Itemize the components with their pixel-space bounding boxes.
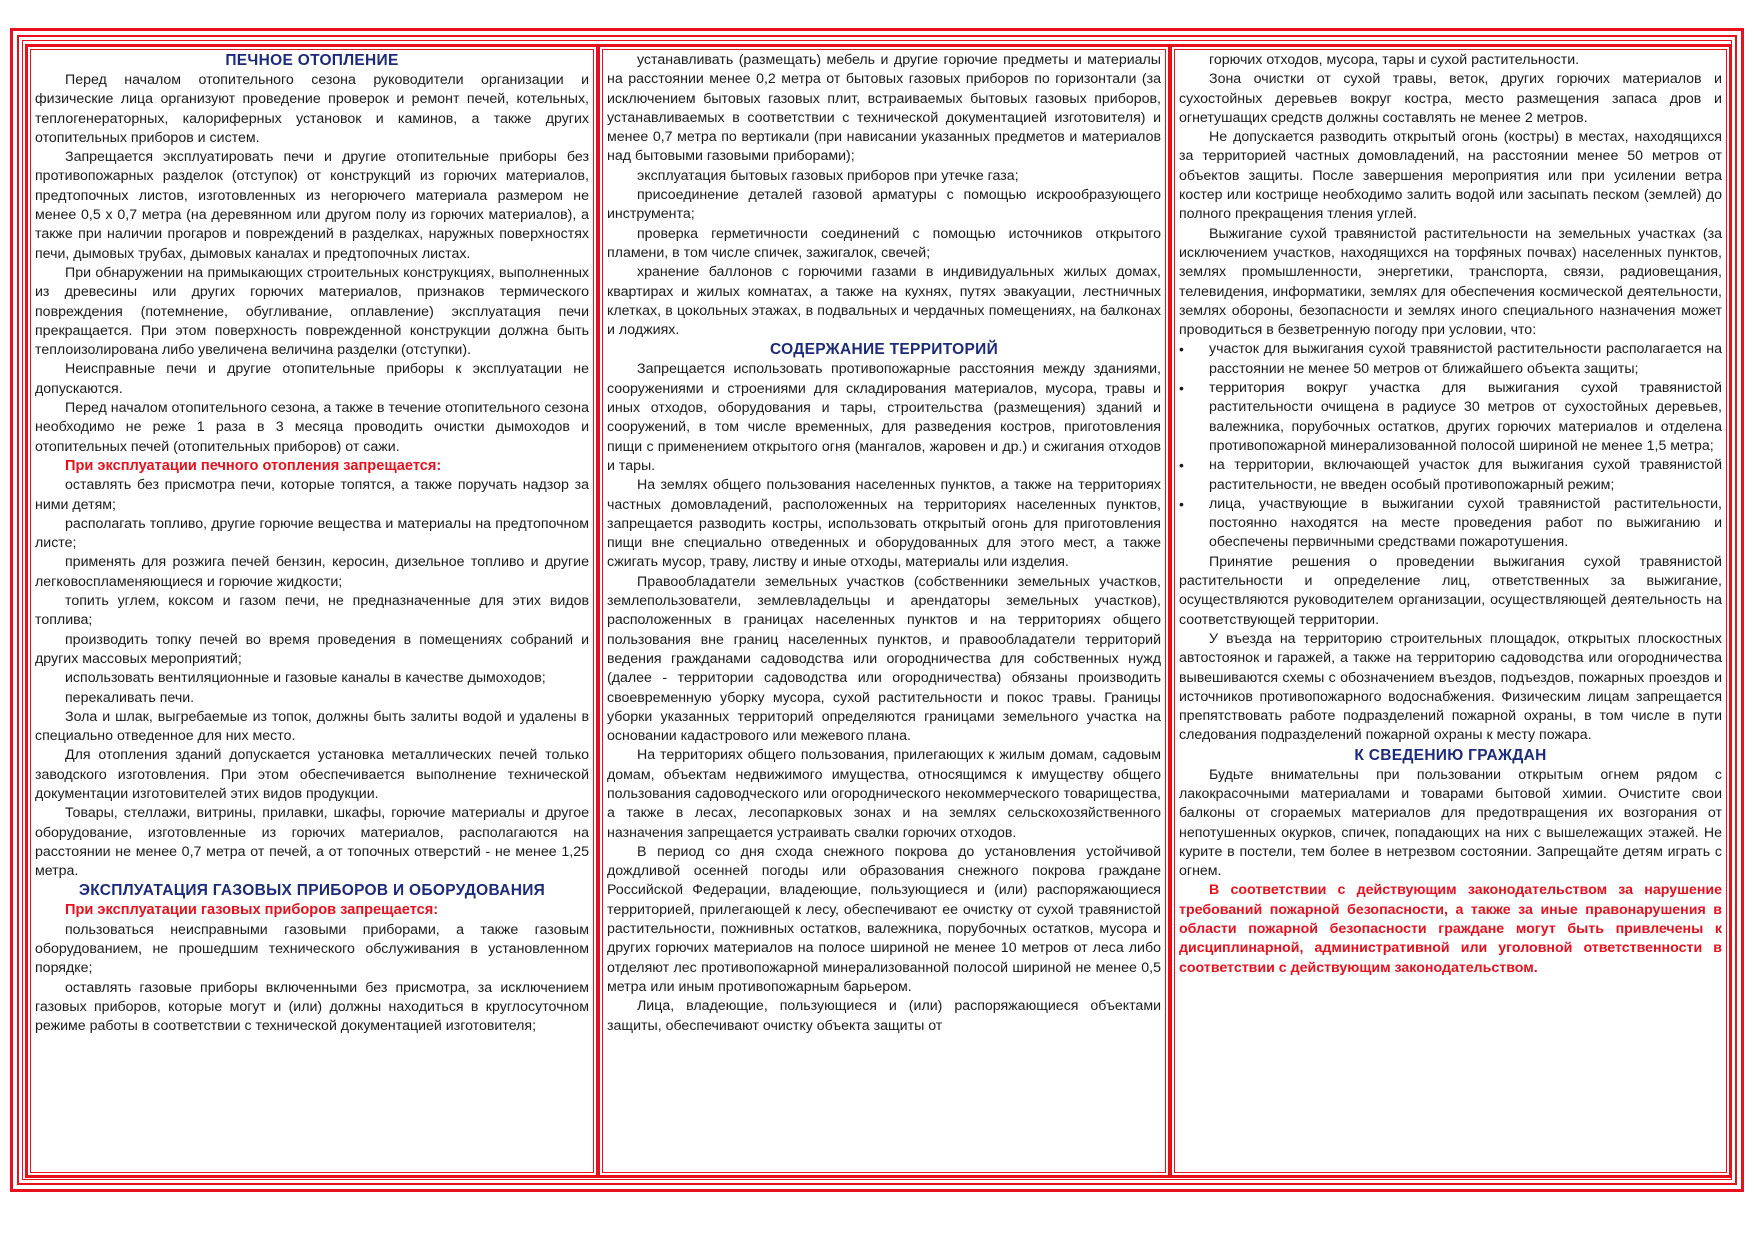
paragraph: оставлять газовые приборы включенными без присмотра, за исключением газовых приборов, которые могут и (или) должны находиться в круглосуточном режиме работы в соответствии с технической документацией изготовителя;: [35, 979, 589, 1035]
paragraph: Перед началом отопительного сезона руководители организации и физические лица организуют проведение проверок и ремонт печей, котельных, теплогенераторных, калориферных установок и каминов, а также других отопительных приборов и систем.: [35, 72, 589, 146]
paragraph: оставлять без присмотра печи, которые топятся, а также поручать надзор за ними детям;: [35, 477, 589, 513]
paragraph: Зона очистки от сухой травы, веток, других горючих материалов и сухостойных деревьев вокруг костра, место размещения запаса дров и огнетушащих средств должны составлять не менее 2 метров.: [1179, 71, 1722, 126]
burning-conditions-list: [1179, 340, 1722, 552]
section-title-citizens-notice: К СВЕДЕНИЮ ГРАЖДАН: [1354, 746, 1547, 764]
paragraph: При обнаружении на примыкающих строительных конструкциях, выполненных из древесины или других горючих материалов, признаков термического повреждения (потемнение, обугливание, оплавление) эксплуатация печи прекращается. При этом поверхность поврежденной конструкции должна быть теплоизолирована либо увеличена величина разделки (отступки).: [35, 264, 589, 359]
paragraph: Товары, стеллажи, витрины, прилавки, шкафы, горючие материалы и другое оборудование, изготовленные из горючих материалов, располагаются на расстоянии не менее 0,7 метра от печей, а от топочных отверстий - не менее 1,25 метра.: [35, 805, 589, 880]
section-title-gas-appliances: ЭКСПЛУАТАЦИЯ ГАЗОВЫХ ПРИБОРОВ И ОБОРУДОВАНИЯ: [78, 882, 546, 900]
paragraph: Будьте внимательны при пользовании открытым огнем рядом с лакокрасочными материалами и товарами бытовой химии. Очистите свои балконы от сгораемых материалов для предотвращения их возгорания от непотушенных окурков, спичек, попадающих на них с вышележащих этажей. Не курите в постели, тем более в нетрезвом состоянии. Запрещайте детям играть с огнем.: [1179, 766, 1722, 880]
leaflet-frame: [10, 28, 1744, 1192]
paragraph: У въезда на территорию строительных площадок, открытых плоскостных автостоянок и гаражей, а также на территорию садоводства или огородничества вывешиваются схемы с обозначением въездов, подъездов, пожарных проездов и источников противопожарного водоснабжения. Физическим лицам запрещается препятствовать работе подразделений пожарной охраны, в том числе в пути следования подразделений пожарной охраны к месту пожара.: [1179, 630, 1722, 744]
paragraph: топить углем, коксом и газом печи, не предназначенные для этих видов топлива;: [35, 593, 589, 629]
paragraph: располагать топливо, другие горючие вещества и материалы на предтопочном листе;: [35, 515, 589, 552]
paragraph: Не допускается разводить открытый огонь (костры) в местах, находящихся за территорией частных домовладений, на расстоянии менее 50 метров от объектов защиты. После завершения мероприятия или при усилении ветра костер или кострище необходимо залить водой или засыпать песком (землей) до полного прекращения тления углей.: [1179, 129, 1722, 223]
subheading-gas-prohibited: При эксплуатации газовых приборов запрещается:: [65, 902, 439, 919]
section-title-stove-heating: ПЕЧНОЕ ОТОПЛЕНИЕ: [225, 52, 399, 69]
paragraph: присоединение деталей газовой арматуры с помощью искрообразующего инструмента;: [607, 187, 1161, 223]
paragraph: перекаливать печи.: [65, 689, 195, 706]
paragraph: Зола и шлак, выгребаемые из топок, должны быть залиты водой и удалены в специально отведенное для них место.: [35, 708, 589, 745]
subheading-stove-prohibited: При эксплуатации печного отопления запрещается:: [65, 457, 442, 474]
paragraph: Принятие решения о проведении выжигания сухой травянистой растительности и определение лиц, ответственных за выжигание, осуществляются руководителем организации, осуществляющей деятельность на соответствующей территории.: [1179, 553, 1722, 628]
paragraph: горючих отходов, мусора, тары и сухой растительности.: [1209, 52, 1580, 68]
list-item: • участок для выжигания сухой травянистой растительности располагается на расстоянии не менее 50 метров от ближайшего объекта защиты;: [1209, 340, 1722, 379]
paragraph: Выжигание сухой травянистой растительности на земельных участках (за исключением участков, находящихся на торфяных почвах) населенных пунктов, землях промышленности, энергетики, транспорта, связи, радиовещания, телевидения, информатики, землях для обеспечения космической деятельности, землях обороны, безопасности и землях иного специального назначения может проводиться в безветренную погоду при условии, что:: [1179, 225, 1722, 339]
paragraph: Лица, владеющие, пользующиеся и (или) распоряжающиеся объектами защиты, обеспечивают очистку объекта защиты от: [607, 998, 1161, 1034]
paragraph: производить топку печей во время проведения в помещениях собраний и других массовых мероприятий;: [35, 631, 589, 667]
section-title-territory: СОДЕРЖАНИЕ ТЕРРИТОРИЙ: [769, 341, 999, 359]
list-item: • на территории, включающей участок для выжигания сухой травянистой растительности, не введен особый противопожарный режим;: [1209, 456, 1722, 495]
paragraph: проверка герметичности соединений с помощью источников открытого пламени, в том числе спичек, зажигалок, свечей;: [607, 225, 1161, 261]
paragraph: В период со дня схода снежного покрова до установления устойчивой дождливой осенней погоды или образования снежного покрова граждане Российской Федерации, владеющие, пользующиеся и (или) распоряжающиеся территорией, прилегающей к лесу, обеспечивают ее очистку от сухой травянистой растительности, пожнивных остатков, валежника, порубочных остатков, мусора и других горючих материалов на полосе шириной не менее 10 метров от леса либо отделяют лес противопожарной минерализованной полосой шириной не менее 0,5 метра или иным противопожарным барьером.: [607, 843, 1161, 995]
paragraph: пользоваться неисправными газовыми приборами, а также газовым оборудованием, не прошедшим технического обслуживания в установленном порядке;: [35, 921, 589, 977]
paragraph: использовать вентиляционные и газовые каналы в качестве дымоходов;: [65, 670, 546, 687]
paragraph: Правообладатели земельных участков (собственники земельных участков, землепользователи, землевладельцы и арендаторы земельных участков), расположенных в границах населенных пунктов и на территориях общего пользования вне границ населенных пунктов, и правообладатели территорий ведения гражданами садоводства или огородничества для собственных нужд (далее - территории садоводства или огородничества) обязаны производить своевременную уборку мусора, сухой растительности и покос травы. Границы уборки указанных территорий определяются границами земельного участка на основании кадастрового или межевого плана.: [607, 573, 1161, 745]
paragraph: применять для розжига печей бензин, керосин, дизельное топливо и другие легковоспламеняющиеся и горючие жидкости;: [35, 554, 589, 590]
paragraph: Неисправные печи и другие отопительные приборы к эксплуатации не допускаются.: [35, 361, 589, 397]
paragraph: На землях общего пользования населенных пунктов, а также на территориях частных домовладений, расположенных на территориях населенных пунктов, запрещается разводить костры, использовать открытый огонь для приготовления пищи вне специально отведенных и оборудованных для этого мест, а также сжигать мусор, траву, листву и иные отходы, материалы или изделия.: [607, 477, 1161, 571]
paragraph: Запрещается использовать противопожарные расстояния между зданиями, сооружениями и строениями для складирования материалов, мусора, травы и иных отходов, оборудования и тары, строительства (размещения) зданий и сооружений, в том числе временных, для разведения костров, приготовления пищи с применением открытого огня (мангалов, жаровен и др.) и сжигания отходов и тары.: [607, 361, 1161, 474]
paragraph: Для отопления зданий допускается установка металлических печей только заводского изготовления. При этом обеспечивается выполнение технической документации изготовителей этих видов продукции.: [35, 747, 589, 802]
column-right: [1169, 44, 1732, 1178]
paragraph: Запрещается эксплуатировать печи и другие отопительные приборы без противопожарных разделок (отступок) от конструкций из горючих материалов, предтопочных листов, изготовленных из негорючего материала размером не менее 0,5 х 0,7 метра (на деревянном или другом полу из горючих материалов), а также при наличии прогаров и повреждений в разделках, наружных поверхностях печи, дымовых трубах, дымовых каналах и предтопочных листах.: [35, 149, 589, 262]
paragraph: эксплуатация бытовых газовых приборов при утечке газа;: [637, 167, 1019, 184]
liability-warning: В соответствии с действующим законодательством за нарушение требований пожарной безопасности, а также за иные правонарушения в области пожарной безопасности граждане могут быть привлечены к дисциплинарной, административной или уголовной ответственности в соответствии с действующим законодательством.: [1179, 882, 1722, 976]
column-left: [25, 44, 599, 1178]
paragraph: устанавливать (размещать) мебель и другие горючие предметы и материалы на расстоянии менее 0,2 метра от бытовых газовых приборов по горизонтали (за исключением бытовых газовых плит, встраиваемых бытовых газовых приборов, устанавливаемых в соответствии с технической документацией изготовителя) и менее 0,7 метра по вертикали (при нависании указанных предметов и материалов над бытовыми газовыми приборами);: [607, 52, 1161, 165]
column-middle: [597, 44, 1171, 1178]
paragraph: Перед началом отопительного сезона, а также в течение отопительного сезона необходимо не реже 1 раза в 3 месяца проводить очистки дымоходов и отопительных печей (отопительных приборов) от сажи.: [35, 400, 589, 455]
paragraph: На территориях общего пользования, прилегающих к жилым домам, садовым домам, объектам недвижимого имущества, относящимся к имуществу общего пользования садоводческого или огороднического некоммерческого товарищества, а также в лесах, лесопарковых зонах и на землях сельскохозяйственного назначения запрещается устраивать свалки горючих отходов.: [607, 747, 1161, 841]
list-item: • территория вокруг участка для выжигания сухой травянистой растительности очищена в радиусе 30 метров от сухостойных деревьев, валежника, порубочных остатков, других горючих материалов и отделена противопожарной минерализованной полосой шириной не менее 1,5 метра;: [1209, 379, 1722, 456]
list-item: • лица, участвующие в выжигании сухой травянистой растительности, постоянно находятся на месте проведения работ по выжиганию и обеспечены первичными средствами пожаротушения.: [1209, 495, 1722, 553]
paragraph: хранение баллонов с горючими газами в индивидуальных жилых домах, квартирах и жилых комнатах, а также на кухнях, путях эвакуации, лестничных клетках, в цокольных этажах, в подвальных и чердачных помещениях, на балконах и лоджиях.: [607, 264, 1161, 339]
